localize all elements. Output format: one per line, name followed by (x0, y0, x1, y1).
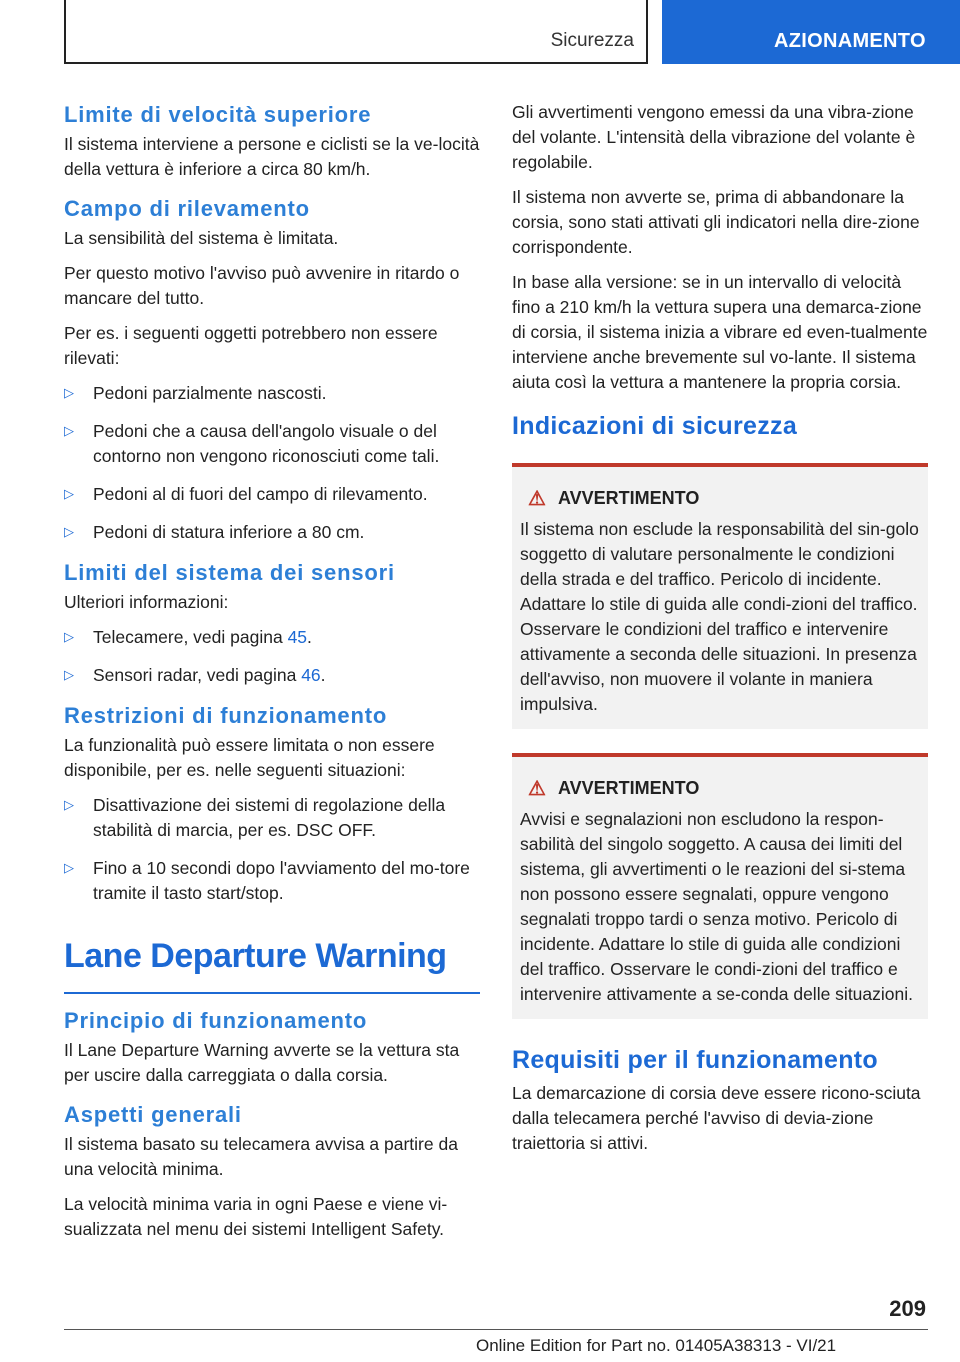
triangle-bullet-icon: ▷ (64, 797, 74, 812)
heading-indicazioni: Indicazioni di sicurezza (512, 412, 798, 440)
chapter-title-ldw: Lane Departure Warning (64, 934, 480, 994)
paragraph: In base alla versione: se in un intervallo di velocità fino a 210 km/h la vettura supera una demarca-zione di corsia, il sistema inizia a vibrare ed even-tualmente interviene anche brevemente sul vo-lante. Il sistema aiuta così la vettura a mantenere la propria corsia. (512, 272, 928, 392)
warning-box (512, 753, 928, 1019)
warning-box (512, 463, 928, 729)
list-item: ▷ Fino a 10 secondi dopo l'avviamento del mo-tore tramite il tasto start/stop. (64, 856, 480, 906)
paragraph: Il sistema basato su telecamera avvisa a partire da una velocità minima. (64, 1134, 458, 1179)
triangle-bullet-icon: ▷ (64, 667, 74, 682)
paragraph: La sensibilità del sistema è limitata. (64, 228, 339, 248)
paragraph: Per questo motivo l'avviso può avvenire in ritardo o mancare del tutto. (64, 263, 460, 308)
paragraph: Il sistema interviene a persone e ciclisti se la ve-locità della vettura è inferiore a circa 80 km/h. (64, 134, 480, 179)
page-number: 209 (889, 1296, 926, 1321)
warning-title: ⚠ AVVERTIMENTO (528, 778, 700, 800)
header-section-box (64, 0, 648, 64)
left-column (64, 100, 480, 1252)
heading-principio: Principio di funzionamento (64, 1008, 368, 1033)
heading-limite: Limite di velocità superiore (64, 102, 372, 127)
warning-title: ⚠ AVVERTIMENTO (528, 488, 700, 510)
warning-text: Il sistema non esclude la responsabilità del sin-golo soggetto di valutare personalmente le condizioni della strada e del traffico. Pericolo di incidente. Adattare lo stile di guida alle condi-zioni del traffico. Osservare le condizioni del traffico e intervenire attivamente a seconda delle situazioni. In presenza dell'avviso, non muovere il volante in maniera impulsiva. (520, 519, 919, 714)
warning-triangle-icon: ⚠ (528, 778, 546, 800)
paragraph: Gli avvertimenti vengono emessi da una vibra-zione del volante. L'intensità della vibrazione del volante è regolabile. (512, 102, 916, 172)
triangle-bullet-icon: ▷ (64, 385, 74, 400)
header-section-label: Sicurezza (550, 30, 634, 51)
triangle-bullet-icon: ▷ (64, 524, 74, 539)
paragraph: La funzionalità può essere limitata o non essere disponibile, per es. nelle seguenti situazioni: (64, 735, 435, 780)
list-item: ▷ Pedoni al di fuori del campo di rilevamento. (64, 482, 480, 507)
list-limiti (64, 625, 480, 688)
page-link-45[interactable]: 45 (287, 627, 308, 647)
paragraph: Il sistema non avverte se, prima di abbandonare la corsia, sono stati attivati gli indicatori nella dire-zione corrispondente. (512, 187, 920, 257)
footer-edition: Online Edition for Part no. 01405A38313 - VI/21 (476, 1336, 837, 1355)
heading-restrizioni: Restrizioni di funzionamento (64, 703, 388, 728)
right-column (512, 100, 928, 1166)
header-tab-label: AZIONAMENTO (774, 30, 926, 52)
paragraph: Il Lane Departure Warning avverte se la vettura sta per uscire dalla carreggiata o dalla corsia. (64, 1040, 460, 1085)
triangle-bullet-icon: ▷ (64, 629, 74, 644)
heading-aspetti: Aspetti generali (64, 1102, 242, 1127)
list-item: ▷ Sensori radar, vedi pagina 46. (64, 663, 480, 688)
header-tab[interactable] (662, 0, 960, 64)
heading-limiti: Limiti del sistema dei sensori (64, 560, 395, 585)
list-item: ▷ Telecamere, vedi pagina 45. (64, 625, 480, 650)
paragraph: La demarcazione di corsia deve essere ricono-sciuta dalla telecamera perché l'avviso di devia-zione traiettoria si attivi. (512, 1083, 921, 1153)
triangle-bullet-icon: ▷ (64, 486, 74, 501)
triangle-bullet-icon: ▷ (64, 423, 74, 438)
list-campo (64, 381, 480, 545)
page-link-46[interactable]: 46 (301, 665, 321, 685)
triangle-bullet-icon: ▷ (64, 860, 74, 875)
list-item: ▷ Pedoni parzialmente nascosti. (64, 381, 480, 406)
paragraph: La velocità minima varia in ogni Paese e viene vi-sualizzata nel menu dei sistemi Intelligent Safety. (64, 1194, 448, 1239)
warning-text: Avvisi e segnalazioni non escludono la respon-sabilità del singolo soggetto. A causa dei limiti del sistema, gli avvertimenti o le reazioni del si-stema non possono essere segnalati, oppure vengono segnalati troppo tardi o senza motivo. Pericolo di incidente. Adattare lo stile di guida alle condizioni del traffico. Osservare le condi-zioni del traffico e intervenire attivamente a se-conda delle situazioni. (520, 809, 913, 1004)
heading-campo: Campo di rilevamento (64, 196, 310, 221)
list-item: ▷ Disattivazione dei sistemi di regolazione della stabilità di marcia, per es. DSC OFF. (64, 793, 480, 843)
list-item: ▷ Pedoni che a causa dell'angolo visuale o del contorno non vengono riconosciuti come tali. (64, 419, 480, 469)
paragraph: Ulteriori informazioni: (64, 592, 229, 612)
heading-requisiti: Requisiti per il funzionamento (512, 1046, 878, 1074)
paragraph: Per es. i seguenti oggetti potrebbero non essere rilevati: (64, 323, 438, 368)
footer-divider (64, 1329, 928, 1330)
list-item: ▷ Pedoni di statura inferiore a 80 cm. (64, 520, 480, 545)
list-restrizioni (64, 793, 480, 906)
warning-triangle-icon: ⚠ (528, 488, 546, 510)
